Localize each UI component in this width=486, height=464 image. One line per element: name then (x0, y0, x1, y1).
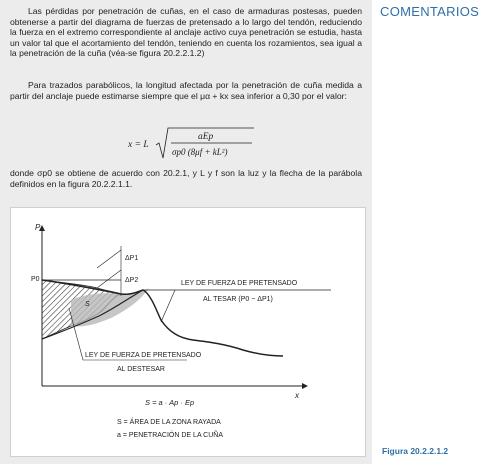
formula-denominator: σp0 (8μf + kL²) (172, 147, 228, 157)
diagram-canvas (11, 208, 365, 456)
formula-numerator: aEp (198, 132, 214, 142)
s-label: S (85, 301, 90, 308)
dp1-label: ΔP1 (125, 255, 139, 262)
formula-penetration-length (0, 124, 372, 164)
dp1-leader (97, 250, 121, 268)
figure-equation: S = a · Ap · Ep (145, 398, 195, 407)
legend-a: a = PENETRACIÓN DE LA CUÑA (117, 432, 224, 439)
figure-caption: Figura 20.2.2.1.2 (382, 446, 449, 456)
y-axis-label: P (35, 223, 41, 232)
dp2-label: ΔP2 (125, 277, 139, 284)
destesar-label-line2: AL DESTESAR (117, 366, 165, 373)
destesar-label-line1: LEY DE FUERZA DE PRETENSADO (85, 352, 202, 359)
paragraph-where: donde σp0 se obtiene de acuerdo con 20.2.1, y L y f son la luz y la flecha de la parábola definidos en la figura 20.2.2.1.1. (10, 168, 362, 189)
comments-column (372, 0, 486, 464)
p0-label: P0 (31, 276, 40, 283)
formula-lhs: x = L (128, 140, 149, 150)
x-axis-label: x (295, 391, 299, 400)
tesar-leader (161, 290, 175, 322)
tesar-label-line1: LEY DE FUERZA DE PRETENSADO (181, 280, 298, 287)
comments-heading: COMENTARIOS (380, 4, 480, 19)
figure-prestress-diagram (10, 207, 366, 457)
paragraph-parabolic-layouts: Para trazados parabólicos, la longitud afectada por la penetración de cuña medida a partir del anclaje puede estimarse siempre que el μα + kx sea inferior a 0,30 por el valor: (10, 80, 362, 101)
paragraph-wedge-losses: Las pérdidas por penetración de cuñas, en el caso de armaduras postesas, pueden obtenerse a partir del diagrama de fuerzas de pretensado a lo largo del tendón, reduciendo la fuerza en el extremo correspondiente al anclaje activo cuya penetración se estudia, hasta un valor tal que el acortamiento del tendón, teniendo en cuenta los rozamientos, sea igual a la penetración de la cuña (véa-se figura 20.2.2.1.2) (10, 6, 362, 59)
tesar-label-line2: AL TESAR (P0 − ΔP1) (203, 296, 273, 303)
dp2-leader (97, 270, 121, 288)
legend-s: S = ÁREA DE LA ZONA RAYADA (117, 419, 221, 426)
